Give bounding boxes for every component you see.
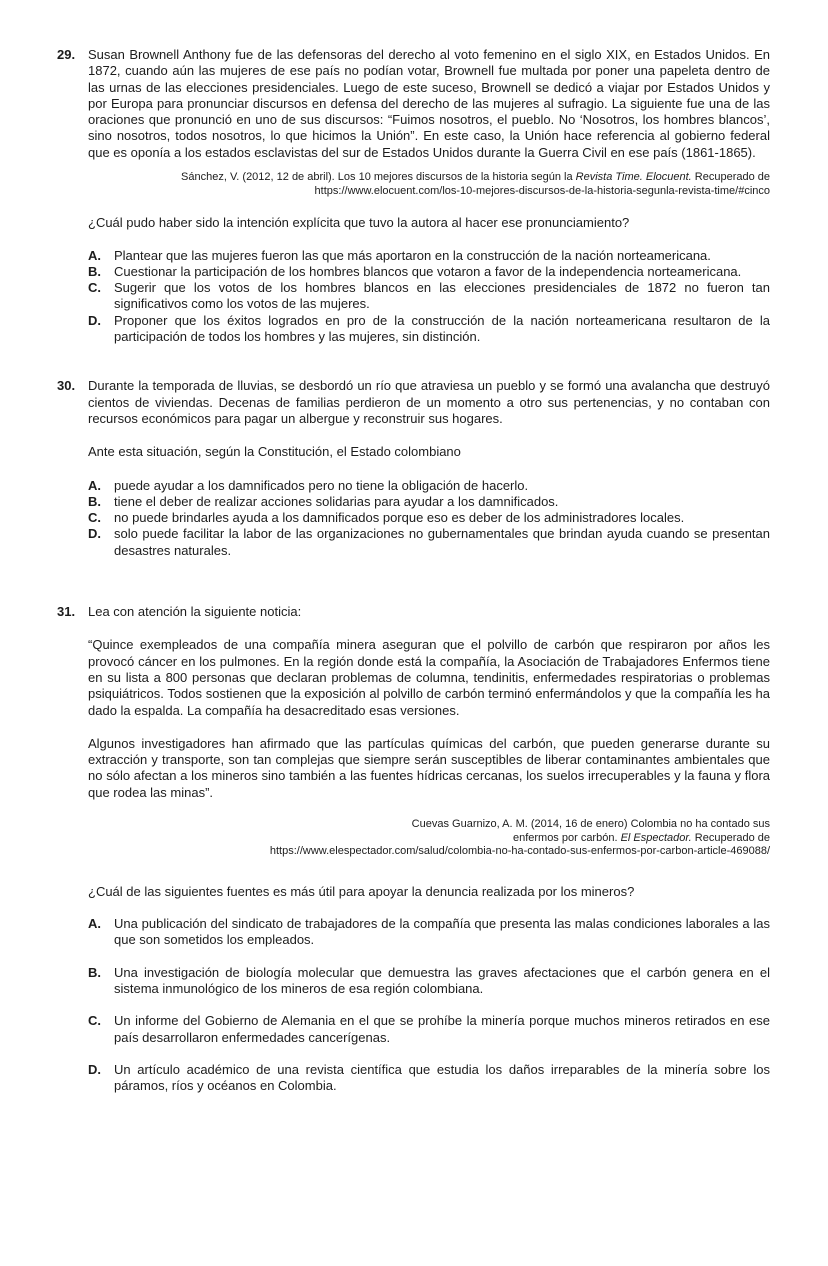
question-31-body — [88, 604, 770, 1094]
option-29-c — [88, 280, 770, 313]
option-30-d — [88, 526, 770, 559]
question-29-options — [88, 248, 770, 346]
option-label: D. — [88, 1061, 101, 1077]
question-29-number: 29. — [57, 47, 76, 62]
option-text: no puede brindarles ayuda a los damnificados porque eso es deber de los administradores locales. — [114, 510, 685, 526]
option-label: C. — [88, 510, 101, 526]
question-30-number: 30. — [57, 378, 76, 394]
option-31-a — [88, 916, 770, 949]
option-label: A. — [88, 916, 101, 932]
question-30-paragraph: Durante la temporada de lluvias, se desbordó un río que atraviesa un pueblo y se formó una avalancha que destruyó cientos de viviendas. Decenas de familias perdieron de un momento a otro sus pertenencias, y no contaban con recursos económicos para pagar un albergue y reconstruir sus hogares. — [88, 378, 770, 426]
citation-line: https://www.elocuent.com/los-10-mejores-discursos-de-la-historia-segunla-revista-time/#cinco — [314, 184, 770, 197]
option-text: Sugerir que los votos de los hombres blancos en las elecciones presidenciales de 1872 no fueron tan significativos como los votos de las mujeres. — [114, 280, 770, 312]
option-31-d — [88, 1062, 770, 1095]
option-31-b — [88, 965, 770, 998]
option-label: A. — [88, 477, 101, 493]
option-29-a — [88, 248, 770, 264]
option-text: Un informe del Gobierno de Alemania en el que se prohíbe la minería porque muchos mineros retirados en ese país desarrollaron enfermedades cancerígenas. — [114, 1013, 770, 1045]
option-label: D. — [88, 526, 101, 542]
option-text: Un artículo académico de una revista científica que estudia los daños irreparables de la minería sobre los páramos, ríos y océanos en Colombia. — [114, 1061, 770, 1094]
option-label: B. — [88, 493, 101, 509]
option-text: Cuestionar la participación de los hombres blancos que votaron a favor de la independencia norteamericana. — [114, 263, 742, 279]
option-text: Proponer que los éxitos logrados en pro de la construcción de la nación norteamericana resultaron de la participación de todos los hombres y las mujeres, sin distinción. — [114, 312, 770, 345]
option-label: C. — [88, 1013, 101, 1029]
question-29 — [57, 47, 770, 345]
option-text: Plantear que las mujeres fueron las que más aportaron en la construcción de la nación norteamericana. — [114, 247, 711, 263]
question-29-paragraph: Susan Brownell Anthony fue de las defensoras del derecho al voto femenino en el siglo XIX, en Estados Unidos. En 1872, cuando aún las mujeres de ese país no podían votar, Brownell fue multada por poner una papeleta dentro de las urnas de las elecciones presidenciales. Luego de este suceso, Brownell se dedicó a viajar por Estados Unidos y por Europa para pronunciar discursos en defensa del derecho de las mujeres al sufragio. La siguiente fue una de las oraciones que pronunció en uno de sus discursos: “Fuimos nosotros, el pueblo. No ‘Nosotros, los hombres blancos’, sino nosotros, todos nosotros, lo que hicimos la Unión”. En este caso, la Unión hace referencia al gobierno federal que es oponía a los estados esclavistas del sur de Estados Unidos durante la Guerra Civil en ese país (1861-1865). — [88, 47, 770, 160]
question-29-prompt: ¿Cuál pudo haber sido la intención explícita que tuvo la autora al hacer ese pronunciamiento? — [88, 215, 630, 231]
option-29-d — [88, 313, 770, 346]
question-29-body — [88, 47, 770, 345]
option-30-c — [88, 510, 770, 526]
question-31-number: 31. — [57, 604, 76, 620]
option-label: D. — [88, 312, 101, 328]
question-29-citation — [88, 171, 770, 198]
option-text: solo puede facilitar la labor de las organizaciones no gubernamentales que brindan ayuda cuando se presentan desastres naturales. — [114, 526, 770, 558]
question-31-news-paragraph-1: “Quince exempleados de una compañía minera aseguran que el polvillo de carbón que respiraron por años les provocó cáncer en los pulmones. En la región donde está la compañía, la Asociación de Trabajadores Enfermos tiene en su lista a 800 personas que declaran problemas de columna, tendinitis, enfermedades respiratorias o problemas psiquiátricos. Todos sostienen que la exposición al polvillo de carbón terminó enfermándolos y que la compañía les ha dado la espalda. La compañía ha desacreditado esas versiones. — [88, 637, 770, 718]
citation-line: Cuevas Guarnizo, A. M. (2014, 16 de enero) Colombia no ha contado sus — [411, 817, 770, 830]
question-31-intro: Lea con atención la siguiente noticia: — [88, 604, 302, 620]
option-30-b — [88, 494, 770, 510]
citation-line: https://www.elespectador.com/salud/colombia-no-ha-contado-sus-enfermos-por-carbon-article-469088/ — [269, 845, 770, 858]
citation-line: enfermos por carbón. El Espectador. Recuperado de — [512, 831, 770, 844]
question-31-news-paragraph-2: Algunos investigadores han afirmado que las partículas químicas del carbón, que pueden generarse durante su extracción y transporte, son tan complejas que siempre serán susceptibles de liberar contaminantes ambientales que no sólo afectan a los mineros sino también a las fuentes hídricas cercanas, los suelos irrecuperables y la fauna y flora que rodea las minas”. — [88, 735, 770, 800]
option-label: B. — [88, 263, 101, 279]
question-30 — [57, 378, 770, 559]
option-29-b — [88, 264, 770, 280]
option-31-c — [88, 1013, 770, 1046]
question-31 — [57, 604, 770, 1094]
citation-line: Sánchez, V. (2012, 12 de abril). Los 10 mejores discursos de la historia según la Revista Time. Elocuent. Recuperado de — [181, 171, 770, 184]
option-text: Una publicación del sindicato de trabajadores de la compañía que presenta las malas condiciones laborales a las que son sometidos los empleados. — [114, 916, 770, 948]
option-text: puede ayudar a los damnificados pero no tiene la obligación de hacerlo. — [114, 477, 529, 493]
option-label: C. — [88, 280, 101, 296]
question-31-citation — [88, 818, 770, 859]
option-text: tiene el deber de realizar acciones solidarias para ayudar a los damnificados. — [114, 493, 559, 509]
option-text: Una investigación de biología molecular que demuestra las graves afectaciones que el carbón genera en el sistema inmunológico de los mineros de esa región colombiana. — [114, 964, 770, 996]
question-30-options — [88, 478, 770, 559]
question-30-stem: Ante esta situación, según la Constitución, el Estado colombiano — [88, 444, 461, 460]
option-30-a — [88, 478, 770, 494]
option-label: A. — [88, 247, 101, 263]
question-30-body — [88, 378, 770, 559]
question-31-options — [88, 916, 770, 1094]
option-label: B. — [88, 964, 101, 980]
question-31-prompt: ¿Cuál de las siguientes fuentes es más útil para apoyar la denuncia realizada por los mineros? — [88, 883, 635, 899]
